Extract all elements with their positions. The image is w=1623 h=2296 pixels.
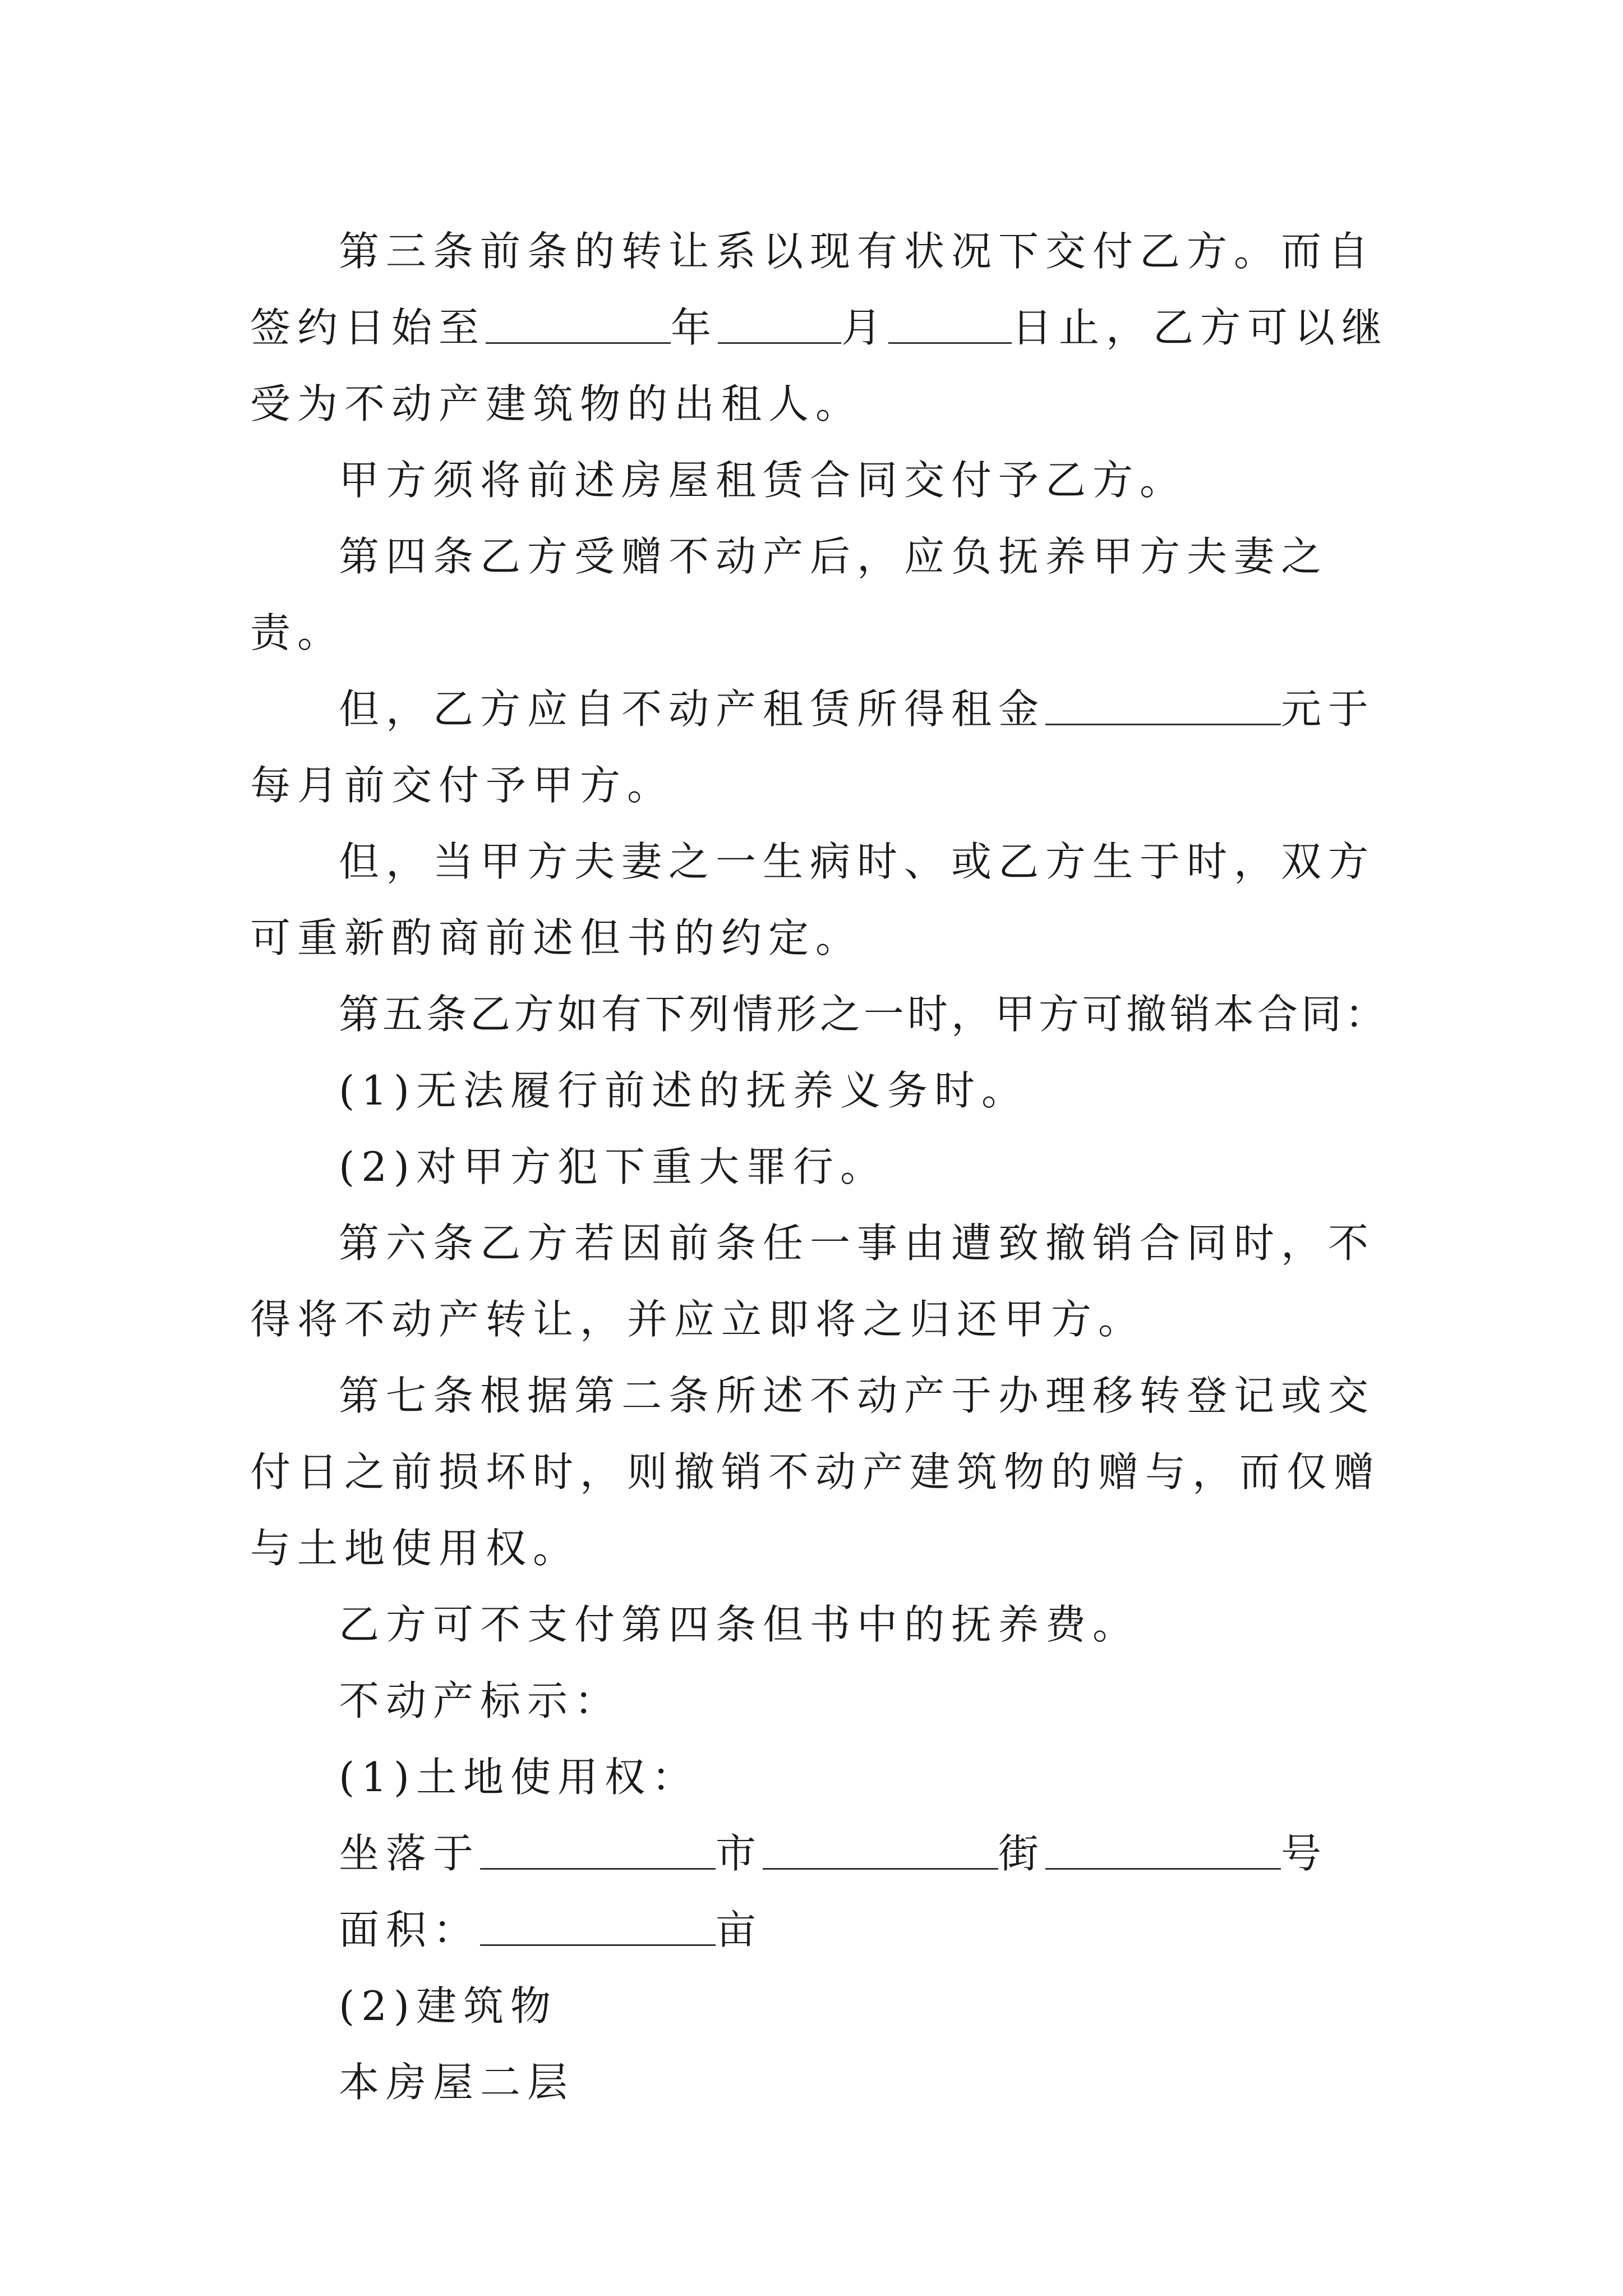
article-3-text-end: 日止，乙方可以继受为不动产建筑物的出租人。 — [250, 304, 1389, 427]
year-label: 年 — [671, 304, 718, 351]
no-pay-paragraph: 乙方可不支付第四条但书中的抚养费。 — [339, 1601, 1140, 1648]
location-prefix: 坐落于 — [339, 1830, 481, 1877]
rent-amount-blank[interactable] — [1045, 683, 1281, 725]
area-prefix: 面积： — [339, 1906, 481, 1953]
rent-text-end: 元于每月前交付予甲方。 — [250, 685, 1376, 809]
month-blank[interactable] — [718, 302, 841, 344]
article-5-item-1: (1)无法履行前述的抚养义务时。 — [339, 1067, 1029, 1114]
illness-paragraph: 但，当甲方夫妻之一生病时、或乙方生于时，双方可重新酌商前述但书的约定。 — [250, 838, 1376, 961]
article-4: 第四条乙方受赠不动产后，应负抚养甲方夫妻之责。 — [250, 533, 1329, 656]
area-unit: 亩 — [716, 1906, 763, 1953]
location-line — [250, 1815, 1394, 1892]
city-label: 市 — [716, 1830, 763, 1877]
rent-paragraph — [250, 671, 1394, 823]
month-label: 月 — [841, 304, 889, 351]
article-6: 第六条乙方若因前条任一事由遭致撤销合同时，不得将不动产转让，并应立即将之归还甲方。 — [250, 1220, 1376, 1343]
number-blank[interactable] — [1045, 1828, 1281, 1870]
building-title: (2)建筑物 — [339, 1982, 557, 2030]
land-use-title: (1)土地使用权： — [339, 1754, 699, 1801]
street-label: 街 — [998, 1830, 1046, 1877]
area-line — [250, 1892, 1394, 1968]
area-blank[interactable] — [480, 1904, 716, 1946]
day-blank[interactable] — [888, 302, 1012, 344]
property-label: 不动产标示： — [339, 1677, 622, 1724]
article-3-text: 第三条前条的转让系以现有状况下交付乙方。而自签约日始至 — [250, 228, 1376, 351]
year-blank[interactable] — [486, 302, 671, 344]
building-description: 本房屋二层 — [339, 2059, 575, 2106]
city-blank[interactable] — [480, 1828, 716, 1870]
rent-text: 但，乙方应自不动产租赁所得租金 — [339, 685, 1046, 733]
article-5-item-2: (2)对甲方犯下重大罪行。 — [339, 1143, 887, 1190]
street-blank[interactable] — [763, 1828, 998, 1870]
number-label: 号 — [1281, 1830, 1329, 1877]
document-page — [250, 213, 1394, 2120]
article-7: 第七条根据第二条所述不动产于办理移转登记或交付日之前损坏时，则撤销不动产建筑物的赠与，而仅赠与土地使用权。 — [250, 1372, 1381, 1572]
article-3 — [250, 213, 1394, 442]
lease-contract-paragraph: 甲方须将前述房屋租赁合同交付予乙方。 — [339, 457, 1187, 504]
article-5: 第五条乙方如有下列情形之一时，甲方可撤销本合同： — [339, 991, 1389, 1038]
